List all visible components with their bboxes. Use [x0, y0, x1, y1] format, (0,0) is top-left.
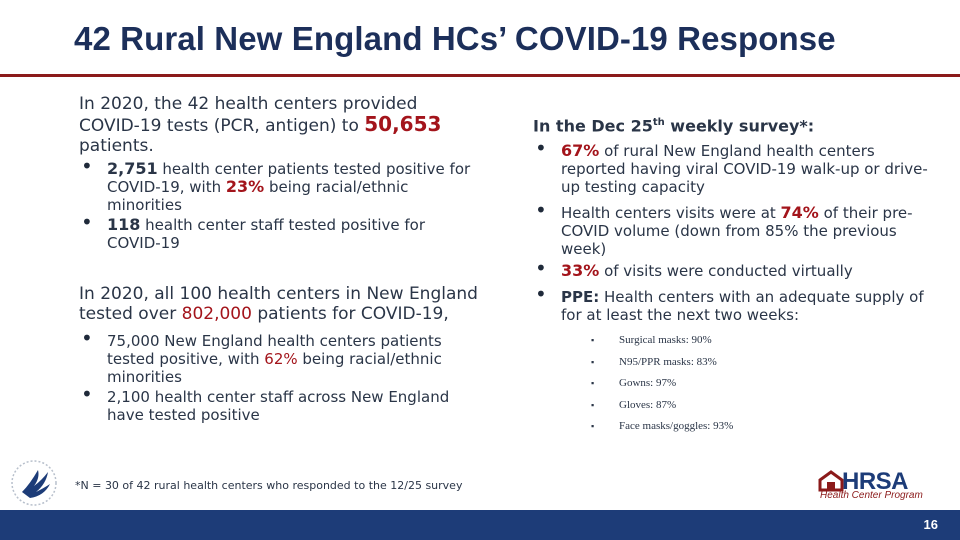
ppe-item: N95/PPR masks: 83% [619, 355, 717, 368]
list-item [589, 416, 933, 438]
bullet-text: Health centers visits were at [561, 204, 781, 223]
list-item [79, 210, 479, 252]
square-bullet-icon: ▪ [591, 335, 595, 346]
ne-text-end: patients for COVID-19, [251, 304, 449, 324]
list-item [79, 326, 479, 386]
ne-staff-count: 2,100 [107, 388, 150, 406]
survey-heading-text-end: weekly survey*: [664, 116, 815, 136]
list-item [79, 382, 479, 424]
left-column [79, 94, 479, 426]
square-bullet-icon: ▪ [591, 378, 595, 389]
hrsa-house-icon [818, 470, 844, 492]
list-item [533, 136, 933, 197]
page-number: 16 [923, 517, 938, 532]
bullet-text: being racial/ethnic minorities [107, 178, 409, 214]
list-item [79, 154, 479, 214]
bullet-text: health center staff across New England have tested positive [107, 388, 450, 424]
list-item [533, 256, 933, 281]
ppe-item: Face masks/goggles: 93% [619, 420, 734, 433]
visit-volume-percent: 74% [780, 203, 819, 223]
new-england-paragraph [79, 284, 479, 324]
title-divider [0, 74, 960, 77]
bullet-icon: • [81, 326, 93, 350]
bullet-text: Health centers with an adequate supply of for at least the next two weeks: [561, 288, 924, 325]
bullet-text: being racial/ethnic minorities [107, 350, 442, 386]
bullet-text: of visits were conducted virtually [599, 262, 853, 281]
hrsa-logo [816, 470, 944, 504]
ne-positive-count: 75,000 [107, 332, 160, 350]
bullet-text: New England health centers patients tested positive, with [107, 332, 442, 368]
tests-text-end: patients. [79, 136, 154, 156]
bullet-text: of their pre-COVID volume (down from 85% the previous week) [561, 204, 913, 259]
positive-staff-count: 118 [107, 215, 141, 234]
ne-text: In 2020, all 100 health centers in New England tested over [79, 284, 478, 324]
footnote: *N = 30 of 42 rural health centers who responded to the 12/25 survey [75, 479, 463, 492]
tests-count: 50,653 [364, 112, 442, 136]
ppe-label: PPE: [561, 288, 600, 307]
list-item [589, 330, 933, 352]
positive-patients-count: 2,751 [107, 159, 158, 178]
ppe-list [589, 330, 933, 438]
bullet-icon: • [81, 154, 93, 178]
bullet-icon: • [81, 210, 93, 234]
bullet-icon: • [535, 282, 547, 307]
footer-bar [0, 510, 960, 540]
list-item [589, 373, 933, 395]
tests-paragraph [79, 94, 479, 156]
virtual-visits-percent: 33% [561, 261, 600, 281]
bullet-icon: • [535, 256, 547, 281]
minority-percent: 23% [225, 177, 265, 196]
slide-title: 42 Rural New England HCs’ COVID-19 Response [74, 20, 836, 57]
bullet-icon: • [535, 198, 547, 223]
bullet-icon: • [535, 136, 547, 161]
hrsa-wordmark: HRSA [842, 468, 909, 495]
tests-bullets [79, 154, 479, 252]
survey-heading-text: In the Dec 25 [533, 116, 653, 136]
ppe-item: Gloves: 87% [619, 398, 677, 411]
survey-heading [533, 113, 933, 136]
bullet-text: health center staff tested positive for COVID-19 [107, 216, 425, 252]
survey-heading-sup: th [652, 117, 665, 128]
square-bullet-icon: ▪ [591, 421, 595, 432]
bullet-text: of rural New England health centers reported having viral COVID-19 walk-up or drive-up testing capacity [561, 142, 928, 197]
survey-bullets [533, 136, 933, 325]
ne-tested-count: 802,000 [181, 304, 252, 324]
new-england-bullets [79, 326, 479, 424]
list-item [533, 198, 933, 259]
square-bullet-icon: ▪ [591, 356, 595, 367]
hrsa-program-text: Health Center Program [820, 490, 923, 501]
tests-text: In 2020, the 42 health centers provided COVID-19 tests (PCR, antigen) to [79, 94, 418, 136]
list-item [589, 352, 933, 374]
walkup-percent: 67% [561, 141, 600, 161]
bullet-icon: • [81, 382, 93, 406]
ppe-item: Gowns: 97% [619, 377, 677, 390]
bullet-text: health center patients tested positive for COVID-19, with [107, 160, 471, 196]
hhs-eagle-logo-icon [8, 458, 64, 508]
square-bullet-icon: ▪ [591, 399, 595, 410]
list-item [589, 395, 933, 417]
ne-minority-percent: 62% [264, 350, 298, 368]
list-item [533, 282, 933, 325]
ppe-item: Surgical masks: 90% [619, 334, 712, 347]
right-column [533, 113, 933, 438]
